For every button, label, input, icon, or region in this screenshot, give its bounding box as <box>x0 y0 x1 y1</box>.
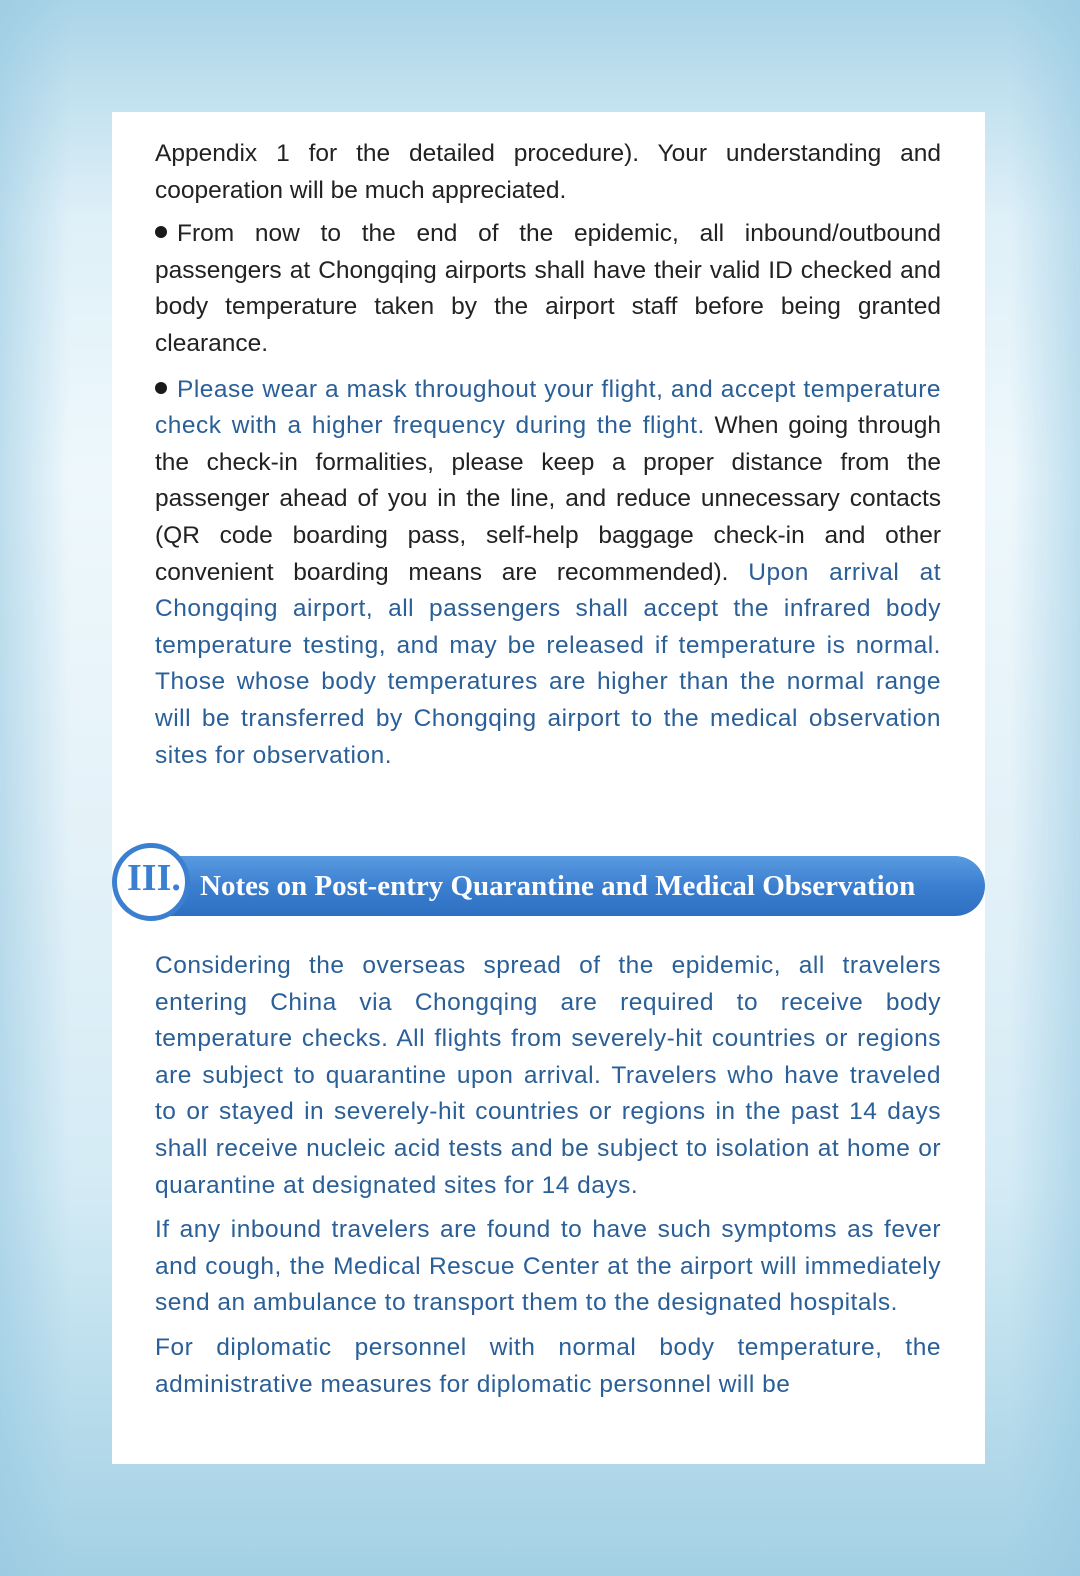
paragraph-appendix <box>155 136 941 209</box>
paragraph-overseas-spread: Considering the overseas spread of the epidemic, all travelers entering China via Chongqing are required to receive body temperature checks. All flights from severely-hit countries or regions are subject to quarantine upon arrival. Travelers who have traveled to or stayed in severely-hit countries or regions in the past 14 days shall receive nucleic acid tests and be subject to isolation at home or quarantine at designated sites for 14 days. <box>155 952 941 1199</box>
paragraph-mask <box>155 372 941 775</box>
background-edge-left <box>0 0 70 1576</box>
paragraph-id-check <box>155 216 941 362</box>
bottom-text-block <box>155 948 941 1403</box>
paragraph-text: Appendix 1 for the detailed procedure). Your understanding and cooperation will be much appreciated. <box>155 140 941 204</box>
bullet-dot-icon <box>155 226 167 238</box>
section-number-badge <box>112 843 190 921</box>
top-text-block <box>155 136 941 774</box>
background-edge-right <box>1010 0 1080 1576</box>
section-number: III. <box>127 857 181 899</box>
bullet-dot-icon <box>155 382 167 394</box>
paragraph-text: When going through the check-in formalities, please keep a proper distance from the passenger ahead of you in the line, and reduce unnecessary contacts (QR code boarding pass, self-help baggage check-in and other convenient boarding means are recommended). <box>155 412 942 586</box>
section-title: Notes on Post-entry Quarantine and Medical Observation <box>200 870 916 902</box>
highlight-text: Please wear a mask throughout your flight, and accept temperature check with a higher frequency during the flight. <box>155 375 941 440</box>
section-header-banner <box>112 856 985 916</box>
paragraph-symptoms: If any inbound travelers are found to have such symptoms as fever and cough, the Medical Rescue Center at the airport will immediately send an ambulance to transport them to the designated hospitals. <box>155 1216 941 1317</box>
paragraph-diplomatic: For diplomatic personnel with normal body temperature, the administrative measures for diplomatic personnel will be <box>155 1333 941 1398</box>
highlight-text: Upon arrival at Chongqing airport, all passengers shall accept the infrared body temperature testing, and may be released if temperature is normal. Those whose body temperatures are higher than the normal range will be transferred by Chongqing airport to the medical observation sites for observation. <box>155 558 942 769</box>
document-page <box>112 112 985 1464</box>
paragraph-text: From now to the end of the epidemic, all inbound/outbound passengers at Chongqing airports shall have their valid ID checked and body temperature taken by the airport staff before being granted clearance. <box>155 220 941 357</box>
